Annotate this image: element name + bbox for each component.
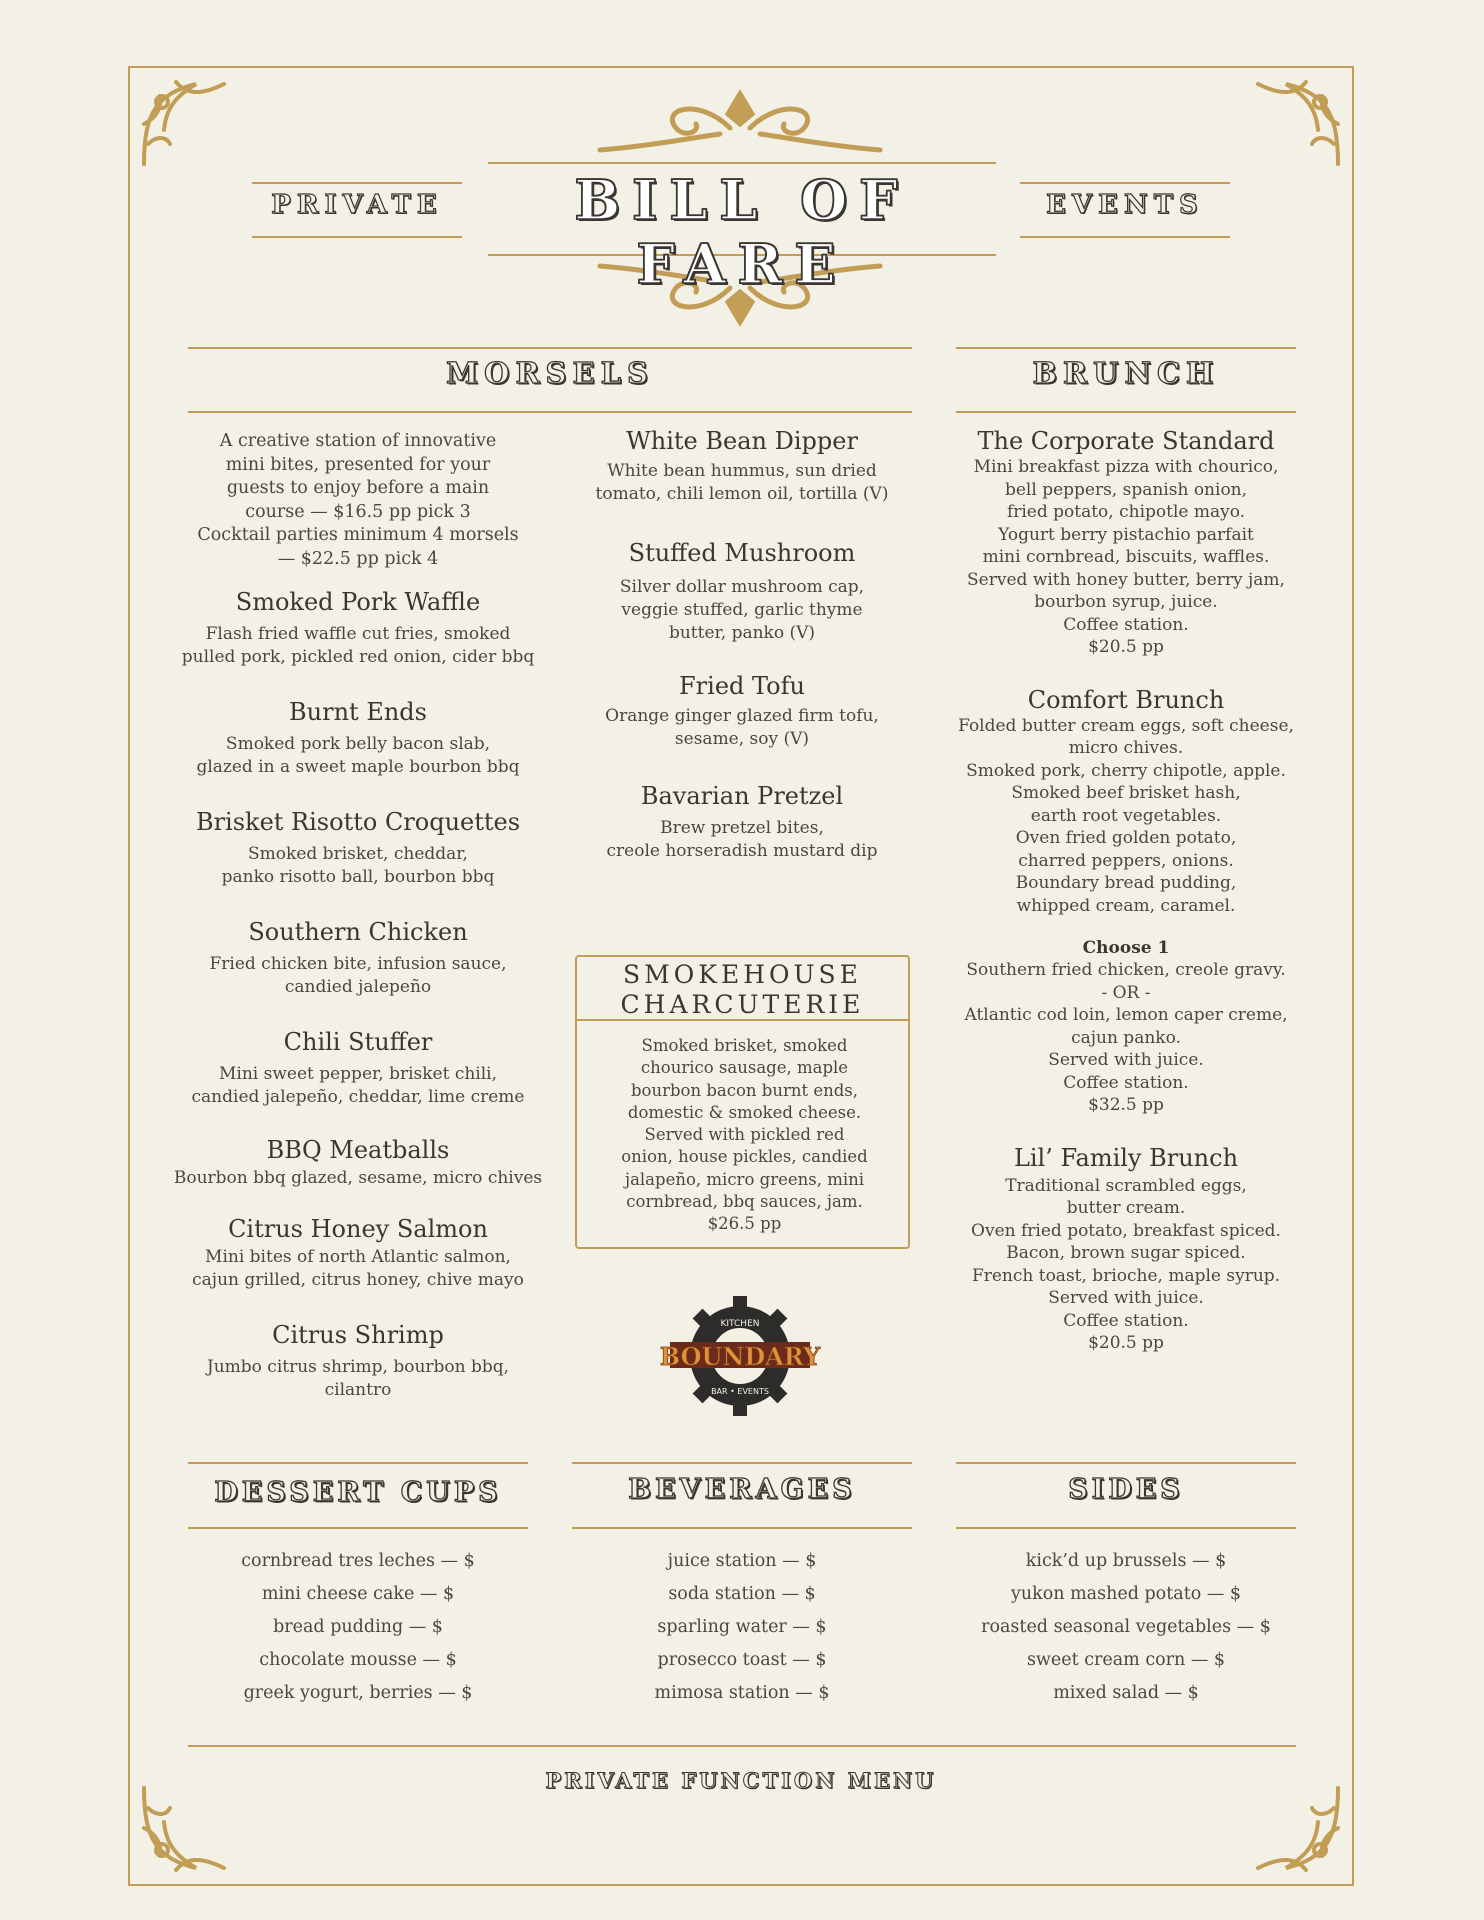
- charcuterie-description: Smoked brisket, smoked chourico sausage, maple bourbon bacon burnt ends, domestic & smoked cheese. Served with pickled red onion, house pickles, candied jalapeño, micro greens, mini cornbread, bbq sauces, jam. $26.5 pp: [621, 1036, 868, 1234]
- item-description: Fried chicken bite, infusion sauce, candied jalepeño: [209, 954, 507, 997]
- choose-label: Choose 1: [1082, 938, 1170, 958]
- corner-ornament-icon: [1250, 1782, 1346, 1878]
- list-item: kick’d up brussels — $: [1025, 1551, 1227, 1571]
- menu-item: [168, 697, 548, 779]
- item-description: Mini sweet pepper, brisket chili, candied jalepeño, cheddar, lime creme: [191, 1064, 525, 1107]
- item-description: White bean hummus, sun dried tomato, chili lemon oil, tortilla (V): [595, 461, 889, 504]
- item-description: Silver dollar mushroom cap, veggie stuffed, garlic thyme butter, panko (V): [619, 577, 865, 643]
- item-name: Southern Chicken: [248, 918, 468, 946]
- item-name: Fried Tofu: [679, 672, 805, 700]
- list-item: roasted seasonal vegetables — $: [981, 1617, 1271, 1637]
- beverages-bottom-rule: [572, 1527, 912, 1529]
- list-item: cornbread tres leches — $: [241, 1551, 475, 1571]
- item-description: Mini breakfast pizza with chourico, bell peppers, spanish onion, fried potato, chipotle mayo. Yogurt berry pistachio parfait mini cornbread, biscuits, waffles. Served with honey butter, berry jam, bourbon syrup, juice. Coffee station. $20.5 pp: [967, 457, 1285, 657]
- title-top-flourish-icon: [580, 88, 900, 158]
- menu-item: [572, 671, 912, 751]
- beverages-top-rule: [572, 1462, 912, 1464]
- beverages-heading: BEVERAGES: [628, 1474, 856, 1505]
- morsels-top-rule: [188, 347, 912, 349]
- item-name: Chili Stuffer: [283, 1028, 433, 1056]
- gear-logo-icon: [650, 1296, 830, 1416]
- logo-bottom-text: BAR • EVENTS: [711, 1387, 769, 1396]
- item-description: Flash fried waffle cut fries, smoked pulled pork, pickled red onion, cider bbq: [181, 624, 535, 667]
- morsels-middle-column: [572, 426, 912, 863]
- item-name: Smoked Pork Waffle: [235, 588, 481, 616]
- logo-top-text: KITCHEN: [720, 1319, 760, 1329]
- item-name: Lil’ Family Brunch: [1013, 1143, 1239, 1172]
- beverages-list: [572, 1545, 912, 1710]
- morsels-left-column: [168, 430, 548, 1402]
- boundary-logo: [650, 1296, 830, 1416]
- item-description: Folded butter cream eggs, soft cheese, micro chives. Smoked pork, cherry chipotle, apple. Smoked beef brisket hash, earth root vegetables. Oven fried golden potato, charred peppers, onions. Boundary bread pudding, whipped cream, caramel.: [958, 715, 1294, 916]
- corner-ornament-icon: [136, 1782, 232, 1878]
- menu-item: [572, 426, 912, 506]
- list-item: mixed salad — $: [1053, 1683, 1199, 1703]
- item-description: Mini bites of north Atlantic salmon, cajun grilled, citrus honey, chive mayo: [192, 1247, 524, 1290]
- list-item: soda station — $: [668, 1584, 816, 1604]
- right-word-bottom-rule: [1020, 236, 1230, 238]
- sides-top-rule: [956, 1462, 1296, 1464]
- menu-item: [950, 1143, 1302, 1355]
- item-description: Jumbo citrus shrimp, bourbon bbq, cilantro: [206, 1357, 510, 1400]
- menu-item: [168, 1214, 548, 1292]
- item-name: The Corporate Standard: [977, 427, 1275, 455]
- item-name: Citrus Honey Salmon: [228, 1215, 488, 1243]
- list-item: chocolate mousse — $: [259, 1650, 457, 1670]
- list-item: sweet cream corn — $: [1026, 1650, 1226, 1670]
- list-item: prosecco toast — $: [657, 1650, 827, 1670]
- item-description: Smoked brisket, cheddar, panko risotto ball, bourbon bbq: [221, 844, 495, 887]
- menu-item: [168, 1320, 548, 1402]
- corner-ornament-icon: [1250, 74, 1346, 170]
- item-name: Bavarian Pretzel: [640, 782, 844, 810]
- footer-rule: [188, 1745, 1296, 1747]
- sides-bottom-rule: [956, 1527, 1296, 1529]
- item-description: Smoked pork belly bacon slab, glazed in a sweet maple bourbon bbq: [196, 734, 520, 777]
- menu-item: [168, 587, 548, 669]
- item-name: Burnt Ends: [289, 698, 427, 726]
- brunch-top-rule: [956, 347, 1296, 349]
- dessert-heading: DESSERT CUPS: [214, 1477, 502, 1508]
- morsels-heading: MORSELS: [446, 356, 654, 390]
- menu-item: [168, 917, 548, 999]
- corner-ornament-icon: [136, 74, 232, 170]
- menu-item: [572, 538, 912, 645]
- menu-item: [168, 1135, 548, 1190]
- dessert-bottom-rule: [188, 1527, 528, 1529]
- item-name: BBQ Meatballs: [266, 1136, 450, 1164]
- item-description: Orange ginger glazed firm tofu, sesame, soy (V): [605, 706, 879, 749]
- menu-item: [168, 1027, 548, 1109]
- item-name: Brisket Risotto Croquettes: [195, 808, 521, 836]
- menu-item: [950, 685, 1302, 918]
- left-word-bottom-rule: [252, 236, 462, 238]
- menu-item: [168, 807, 548, 889]
- item-description: Southern fried chicken, creole gravy. - OR - Atlantic cod loin, lemon caper creme, cajun panko. Served with juice. Coffee station. $32.5 pp: [964, 960, 1288, 1115]
- right-word-top-rule: [1020, 182, 1230, 184]
- page-title: BILL OF FARE: [574, 168, 910, 296]
- title-top-rule: [488, 162, 996, 164]
- morsels-intro: A creative station of innovative mini bites, presented for your guests to enjoy before a main course — $16.5 pp pick 3 Cocktail parties minimum 4 morsels — $22.5 pp pick 4: [197, 431, 519, 569]
- list-item: greek yogurt, berries — $: [243, 1683, 473, 1703]
- brunch-bottom-rule: [956, 411, 1296, 413]
- brunch-heading: BRUNCH: [1032, 356, 1220, 390]
- item-name: Comfort Brunch: [1027, 685, 1225, 714]
- item-description: Brew pretzel bites, creole horseradish mustard dip: [606, 818, 878, 861]
- footer-text: PRIVATE FUNCTION MENU: [545, 1768, 937, 1793]
- private-label: PRIVATE: [271, 190, 443, 220]
- logo-main-text: BOUNDARY: [659, 1342, 821, 1371]
- dessert-list: [188, 1545, 528, 1710]
- list-item: juice station — $: [667, 1551, 817, 1571]
- item-name: Citrus Shrimp: [272, 1321, 444, 1349]
- sides-heading: SIDES: [1068, 1474, 1184, 1505]
- left-word-top-rule: [252, 182, 462, 184]
- item-name: Stuffed Mushroom: [628, 539, 856, 567]
- item-description: Traditional scrambled eggs, butter cream. Oven fried potato, breakfast spiced. Bacon, brown sugar spiced. French toast, brioche, maple syrup. Served with juice. Coffee station. $20.5 pp: [971, 1175, 1281, 1353]
- menu-item: [950, 937, 1302, 1117]
- list-item: sparling water — $: [657, 1617, 827, 1637]
- list-item: yukon mashed potato — $: [1010, 1584, 1242, 1604]
- charcuterie-box: [575, 955, 910, 1249]
- list-item: mimosa station — $: [654, 1683, 830, 1703]
- sides-list: [956, 1545, 1296, 1710]
- morsels-bottom-rule: [188, 411, 912, 413]
- menu-item: [572, 781, 912, 863]
- item-name: White Bean Dipper: [626, 427, 858, 455]
- list-item: bread pudding — $: [273, 1617, 443, 1637]
- menu-item: [950, 426, 1302, 659]
- dessert-top-rule: [188, 1462, 528, 1464]
- list-item: mini cheese cake — $: [261, 1584, 455, 1604]
- events-label: EVENTS: [1046, 190, 1204, 220]
- item-description: Bourbon bbq glazed, sesame, micro chives: [173, 1168, 543, 1188]
- brunch-column: [950, 426, 1302, 1355]
- charcuterie-title: SMOKEHOUSE CHARCUTERIE: [577, 957, 908, 1021]
